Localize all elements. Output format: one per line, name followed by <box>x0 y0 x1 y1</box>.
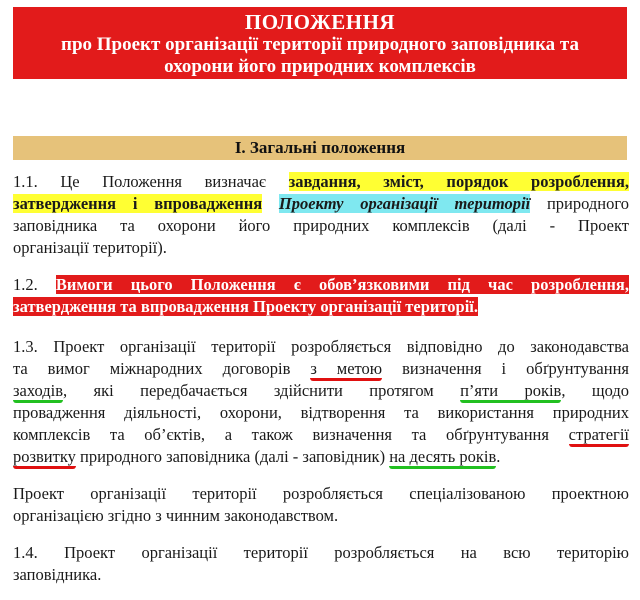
paragraph-line <box>13 424 629 446</box>
text-run: та вимог міжнародних договорів <box>13 359 311 378</box>
paragraph-line <box>13 446 629 468</box>
document-title-banner <box>13 7 627 79</box>
underline-green: заходів <box>13 381 63 403</box>
text-run: 1.1. Це Положення визначає <box>13 172 289 191</box>
highlight-red: затвердження та впровадження Проекту організації території. <box>13 297 479 316</box>
underline-red: з метою <box>310 359 382 381</box>
underline-green: на десять років <box>389 447 496 469</box>
paragraph-line <box>13 171 629 193</box>
text-run: 1.2. <box>13 275 56 294</box>
paragraph-line: 1.3. Проект організації території розробляється відповідно до законодавства <box>13 337 629 356</box>
highlight-red: Вимоги цього Положення є обов’язковими під час розроблення, <box>55 275 629 294</box>
paragraph-1-1 <box>13 171 629 259</box>
text-run: природного заповідника (далі - заповідник) <box>75 447 390 466</box>
text-run: , щодо <box>561 381 629 400</box>
highlight-yellow: затвердження і впровадження <box>13 194 263 213</box>
paragraph-1-4 <box>13 542 629 586</box>
paragraph-1-2 <box>13 274 629 318</box>
paragraph-line <box>13 358 629 380</box>
paragraph-line: організації території). <box>13 238 167 257</box>
paragraph-1-3 <box>13 336 629 468</box>
paragraph-line <box>13 193 629 215</box>
paragraph-line <box>13 380 629 402</box>
paragraph-line: заповідника та охорони його природних комплексів (далі - Проект <box>13 216 629 235</box>
document-title: ПОЛОЖЕННЯ <box>244 10 396 34</box>
document-subtitle-line-2: охорони його природних комплексів <box>164 56 476 77</box>
text-run: , які передбачається здійснити протягом <box>63 381 461 400</box>
paragraph-line: 1.4. Проект організації території розробляється на всю територію <box>13 543 629 562</box>
text-run: визначення і обґрунтування <box>382 359 630 378</box>
underline-red: розвитку <box>13 447 76 469</box>
paragraph-line <box>13 296 629 318</box>
paragraph-1-3-continued <box>13 483 629 527</box>
paragraph-line: організацією згідно з чинним законодавством. <box>13 506 339 525</box>
document-subtitle-line-1: про Проект організації території природного заповідника та <box>61 34 579 55</box>
highlight-yellow: завдання, зміст, порядок розроблення, <box>288 172 629 191</box>
underline-green: п’яти років <box>460 381 561 403</box>
paragraph-line: провадження діяльності, охорони, відтворення та використання природних <box>13 403 629 422</box>
text-run <box>262 194 279 213</box>
paragraph-line: Проект організації території розробляється спеціалізованою проектною <box>13 484 629 503</box>
text-run: комплексів та об’єктів, а також визначення та обґрунтування <box>13 425 569 444</box>
paragraph-line <box>13 274 629 296</box>
paragraph-line: заповідника. <box>13 565 102 584</box>
text-run: природного <box>530 194 629 213</box>
highlight-cyan: Проекту організації території <box>278 194 531 213</box>
section-heading: I. Загальні положення <box>13 136 627 160</box>
underline-red: стратегії <box>569 425 629 447</box>
text-run: . <box>496 447 501 466</box>
